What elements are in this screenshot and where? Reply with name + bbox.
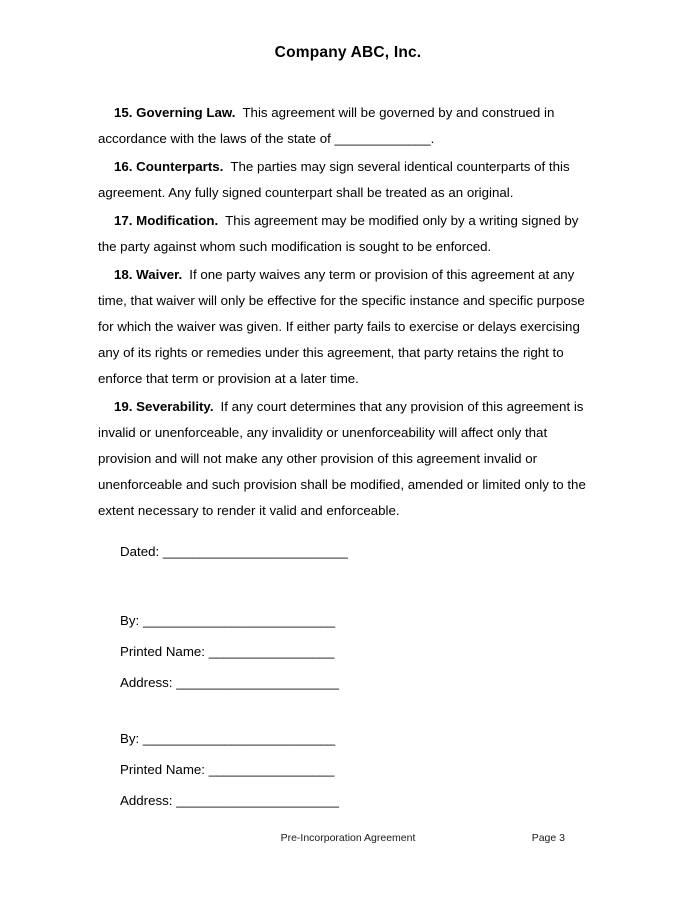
clause-heading: 19. Severability. [114, 399, 214, 414]
dated-row [120, 539, 348, 565]
by-label: By: [120, 731, 140, 746]
agreement-clauses [98, 100, 598, 526]
printed-name-label: Printed Name: [120, 644, 205, 659]
clause-heading: 15. Governing Law. [114, 105, 236, 120]
clause-modification [98, 208, 598, 260]
by-blank-line: __________________________ [142, 613, 336, 628]
address-label: Address: [120, 793, 173, 808]
clause-body: If one party waives any term or provision of this agreement at any time, that waiver will only be effective for the specific instance and specific purpose for which the waiver was given. If either party fails to exercise or delays exercising any of its rights or remedies under this agreement, that party retains the right to enforce that term or provision at a later time. [98, 267, 585, 386]
clause-body: This agreement may be modified only by a writing signed by the party against whom such modification is sought to be enforced. [98, 213, 579, 254]
printed-name-blank-line: _________________ [208, 762, 335, 777]
page-title: Company ABC, Inc. [274, 44, 422, 61]
clause-body: This agreement will be governed by and construed in accordance with the laws of the state of _____________. [98, 105, 555, 146]
address-row [120, 670, 339, 696]
by-blank-line: __________________________ [142, 731, 336, 746]
clause-heading: 18. Waiver. [114, 267, 183, 282]
clause-heading: 17. Modification. [114, 213, 219, 228]
clause-counterparts [98, 154, 598, 206]
address-blank-line: ______________________ [176, 793, 339, 808]
clause-governing-law [98, 100, 598, 152]
by-label: By: [120, 613, 140, 628]
dated-label: Dated: [120, 544, 160, 559]
clause-severability [98, 394, 598, 524]
clause-body: The parties may sign several identical counterparts of this agreement. Any fully signed counterpart shall be treated as an original. [98, 159, 570, 200]
address-blank-line: ______________________ [176, 675, 339, 690]
address-row [120, 788, 339, 814]
by-row [120, 608, 339, 634]
address-label: Address: [120, 675, 173, 690]
clause-heading: 16. Counterparts. [114, 159, 224, 174]
footer-doc-title: Pre-Incorporation Agreement [280, 832, 416, 844]
footer-page-number: Page 3 [531, 832, 565, 844]
printed-name-row [120, 757, 339, 783]
printed-name-label: Printed Name: [120, 762, 205, 777]
signature-block-2 [120, 726, 339, 819]
dated-blank-line: _________________________ [162, 544, 348, 559]
clause-waiver [98, 262, 598, 392]
clause-body: If any court determines that any provision of this agreement is invalid or unenforceable, any invalidity or unenforceability will affect only that provision and will not make any other provision of this agreement invalid or unenforceable and such provision shall be modified, amended or limited only to the extent necessary to render it valid and enforceable. [98, 399, 586, 518]
page-footer [0, 830, 696, 846]
signature-block-1 [120, 608, 339, 701]
printed-name-blank-line: _________________ [208, 644, 335, 659]
printed-name-row [120, 639, 339, 665]
by-row [120, 726, 339, 752]
